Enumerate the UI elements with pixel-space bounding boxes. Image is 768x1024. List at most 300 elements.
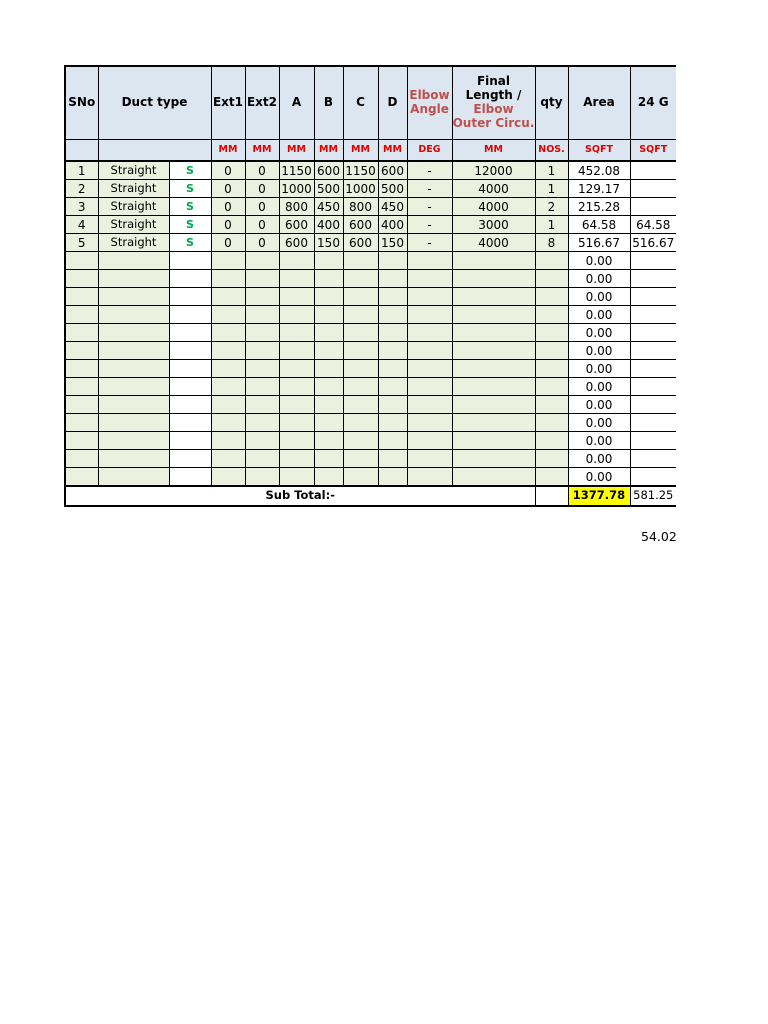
subtotal-row: [65, 486, 676, 506]
cell-type-code[interactable]: [169, 306, 211, 324]
cell-ext2[interactable]: 0: [245, 198, 279, 216]
table-row: [65, 234, 676, 252]
cell-a[interactable]: [279, 360, 314, 378]
cell-type-code[interactable]: [169, 270, 211, 288]
cell-ext2[interactable]: 0: [245, 180, 279, 198]
cell-area[interactable]: 0.00: [568, 432, 630, 450]
cell-sno[interactable]: 2: [65, 180, 98, 198]
cell-qty[interactable]: [535, 360, 568, 378]
cell-b[interactable]: [314, 396, 343, 414]
cell-ext1[interactable]: [211, 288, 245, 306]
cell-final-length[interactable]: [452, 450, 535, 468]
cell-sno[interactable]: [65, 378, 98, 396]
cell-gauge[interactable]: [630, 468, 676, 487]
cell-d[interactable]: [378, 342, 407, 360]
cell-gauge[interactable]: [630, 270, 676, 288]
cell-d[interactable]: [378, 450, 407, 468]
cell-ext1[interactable]: 0: [211, 180, 245, 198]
cell-elbow-angle[interactable]: -: [407, 198, 452, 216]
cell-area[interactable]: 0.00: [568, 396, 630, 414]
header-final-length: [452, 66, 535, 140]
cell-type-code[interactable]: [169, 288, 211, 306]
table-row: [65, 342, 676, 360]
cell-ext1[interactable]: 0: [211, 216, 245, 234]
cell-area[interactable]: 0.00: [568, 450, 630, 468]
cell-elbow-angle[interactable]: [407, 432, 452, 450]
cell-sno[interactable]: [65, 288, 98, 306]
cell-elbow-angle[interactable]: [407, 324, 452, 342]
header-area: Area: [568, 66, 630, 140]
cell-b[interactable]: [314, 414, 343, 432]
cell-type-code[interactable]: [169, 414, 211, 432]
cell-d[interactable]: [378, 252, 407, 270]
cell-ext1[interactable]: [211, 324, 245, 342]
cell-final-length[interactable]: [452, 306, 535, 324]
cell-a[interactable]: [279, 414, 314, 432]
cell-gauge[interactable]: [630, 198, 676, 216]
header-row: [65, 66, 676, 140]
cell-d[interactable]: [378, 270, 407, 288]
cell-c[interactable]: [343, 468, 378, 487]
header-ext2: Ext2: [245, 66, 279, 140]
cell-final-length[interactable]: 4000: [452, 234, 535, 252]
cell-a[interactable]: 1000: [279, 180, 314, 198]
cell-b[interactable]: 400: [314, 216, 343, 234]
cell-type-code[interactable]: S: [169, 198, 211, 216]
cell-sno[interactable]: 1: [65, 161, 98, 180]
cell-b[interactable]: [314, 468, 343, 487]
cell-c[interactable]: [343, 270, 378, 288]
header-b: B: [314, 66, 343, 140]
cell-qty[interactable]: 8: [535, 234, 568, 252]
units-row: [65, 140, 676, 162]
unit-sno: [65, 140, 98, 162]
cell-ext2[interactable]: [245, 396, 279, 414]
cell-type-code[interactable]: S: [169, 180, 211, 198]
cell-b[interactable]: [314, 324, 343, 342]
cell-gauge[interactable]: [630, 378, 676, 396]
table-row: [65, 396, 676, 414]
unit-a: MM: [279, 140, 314, 162]
table-row: [65, 198, 676, 216]
cell-a[interactable]: [279, 396, 314, 414]
cell-area[interactable]: 0.00: [568, 324, 630, 342]
cell-final-length[interactable]: [452, 432, 535, 450]
cell-final-length[interactable]: 4000: [452, 180, 535, 198]
cell-ext1[interactable]: 0: [211, 161, 245, 180]
cell-elbow-angle[interactable]: [407, 396, 452, 414]
cell-a[interactable]: [279, 270, 314, 288]
cell-area[interactable]: 64.58: [568, 216, 630, 234]
cell-sno[interactable]: 5: [65, 234, 98, 252]
cell-type-code[interactable]: [169, 432, 211, 450]
cell-b[interactable]: [314, 252, 343, 270]
cell-c[interactable]: [343, 432, 378, 450]
cell-c[interactable]: [343, 306, 378, 324]
cell-final-length[interactable]: [452, 468, 535, 487]
footer-value: 54.02: [641, 529, 677, 544]
cell-ext2[interactable]: [245, 468, 279, 487]
cell-qty[interactable]: 1: [535, 180, 568, 198]
cell-elbow-angle[interactable]: [407, 342, 452, 360]
cell-ext1[interactable]: [211, 342, 245, 360]
cell-qty[interactable]: 1: [535, 161, 568, 180]
cell-ext1[interactable]: 0: [211, 234, 245, 252]
cell-duct-type[interactable]: [98, 378, 169, 396]
cell-ext2[interactable]: [245, 360, 279, 378]
cell-final-length[interactable]: 12000: [452, 161, 535, 180]
cell-a[interactable]: [279, 306, 314, 324]
cell-d[interactable]: [378, 378, 407, 396]
cell-type-code[interactable]: S: [169, 234, 211, 252]
unit-b: MM: [314, 140, 343, 162]
cell-b[interactable]: [314, 450, 343, 468]
table-row: [65, 378, 676, 396]
cell-ext2[interactable]: [245, 324, 279, 342]
cell-ext1[interactable]: 0: [211, 198, 245, 216]
cell-area[interactable]: 0.00: [568, 414, 630, 432]
cell-qty[interactable]: [535, 396, 568, 414]
cell-ext2[interactable]: [245, 432, 279, 450]
cell-a[interactable]: 600: [279, 234, 314, 252]
cell-gauge[interactable]: [630, 306, 676, 324]
cell-qty[interactable]: 1: [535, 216, 568, 234]
cell-a[interactable]: 800: [279, 198, 314, 216]
cell-b[interactable]: [314, 378, 343, 396]
cell-a[interactable]: [279, 324, 314, 342]
cell-type-code[interactable]: [169, 450, 211, 468]
cell-ext1[interactable]: [211, 270, 245, 288]
cell-b[interactable]: [314, 360, 343, 378]
cell-type-code[interactable]: [169, 468, 211, 487]
unit-gauge: SQFT: [630, 140, 676, 162]
cell-elbow-angle[interactable]: [407, 360, 452, 378]
cell-qty[interactable]: 2: [535, 198, 568, 216]
cell-area[interactable]: 215.28: [568, 198, 630, 216]
cell-ext1[interactable]: [211, 432, 245, 450]
cell-final-length[interactable]: 4000: [452, 198, 535, 216]
cell-area[interactable]: 0.00: [568, 378, 630, 396]
cell-ext2[interactable]: [245, 288, 279, 306]
cell-duct-type[interactable]: [98, 360, 169, 378]
cell-b[interactable]: 600: [314, 161, 343, 180]
cell-elbow-angle[interactable]: -: [407, 161, 452, 180]
cell-a[interactable]: 600: [279, 216, 314, 234]
cell-a[interactable]: [279, 468, 314, 487]
cell-duct-type[interactable]: Straight: [98, 198, 169, 216]
cell-qty[interactable]: [535, 450, 568, 468]
table-row: [65, 252, 676, 270]
cell-c[interactable]: 800: [343, 198, 378, 216]
cell-duct-type[interactable]: Straight: [98, 180, 169, 198]
table-row: [65, 288, 676, 306]
cell-c[interactable]: 600: [343, 216, 378, 234]
header-qty: qty: [535, 66, 568, 140]
unit-duct-type: [98, 140, 211, 162]
cell-d[interactable]: [378, 324, 407, 342]
cell-duct-type[interactable]: [98, 306, 169, 324]
table-row: [65, 360, 676, 378]
header-d: D: [378, 66, 407, 140]
cell-c[interactable]: [343, 450, 378, 468]
cell-elbow-angle[interactable]: [407, 252, 452, 270]
cell-c[interactable]: [343, 378, 378, 396]
cell-c[interactable]: [343, 360, 378, 378]
cell-sno[interactable]: [65, 324, 98, 342]
cell-d[interactable]: [378, 432, 407, 450]
table-row: [65, 324, 676, 342]
cell-area[interactable]: 0.00: [568, 270, 630, 288]
cell-duct-type[interactable]: [98, 414, 169, 432]
cell-duct-type[interactable]: Straight: [98, 216, 169, 234]
cell-qty[interactable]: [535, 378, 568, 396]
unit-ext1: MM: [211, 140, 245, 162]
header-final-length-line2: Elbow Outer Circu.: [452, 102, 535, 130]
cell-gauge[interactable]: [630, 414, 676, 432]
cell-ext1[interactable]: [211, 252, 245, 270]
cell-qty[interactable]: [535, 288, 568, 306]
cell-gauge[interactable]: [630, 396, 676, 414]
header-sno: SNo: [65, 66, 98, 140]
cell-c[interactable]: 1150: [343, 161, 378, 180]
cell-gauge[interactable]: [630, 432, 676, 450]
cell-final-length[interactable]: [452, 324, 535, 342]
cell-duct-type[interactable]: [98, 468, 169, 487]
header-elbow-angle: Elbow Angle: [407, 66, 452, 140]
cell-type-code[interactable]: [169, 396, 211, 414]
cell-duct-type[interactable]: [98, 342, 169, 360]
cell-type-code[interactable]: [169, 378, 211, 396]
subtotal-area: 1377.78: [568, 486, 630, 506]
cell-qty[interactable]: [535, 306, 568, 324]
cell-area[interactable]: 0.00: [568, 468, 630, 487]
cell-type-code[interactable]: S: [169, 216, 211, 234]
table-row: [65, 306, 676, 324]
subtotal-label: Sub Total:-: [65, 486, 535, 506]
cell-b[interactable]: 500: [314, 180, 343, 198]
cell-area[interactable]: 516.67: [568, 234, 630, 252]
cell-d[interactable]: [378, 288, 407, 306]
cell-elbow-angle[interactable]: [407, 270, 452, 288]
cell-d[interactable]: 400: [378, 216, 407, 234]
cell-qty[interactable]: [535, 342, 568, 360]
cell-d[interactable]: 450: [378, 198, 407, 216]
cell-type-code[interactable]: [169, 342, 211, 360]
cell-final-length[interactable]: 3000: [452, 216, 535, 234]
cell-type-code[interactable]: [169, 324, 211, 342]
cell-elbow-angle[interactable]: [407, 306, 452, 324]
cell-a[interactable]: [279, 450, 314, 468]
cell-a[interactable]: [279, 342, 314, 360]
cell-sno[interactable]: [65, 342, 98, 360]
table-row: [65, 180, 676, 198]
header-gauge: 24 G: [630, 66, 676, 140]
cell-gauge[interactable]: [630, 324, 676, 342]
cell-b[interactable]: [314, 342, 343, 360]
cell-ext2[interactable]: [245, 252, 279, 270]
cell-c[interactable]: [343, 414, 378, 432]
unit-c: MM: [343, 140, 378, 162]
cell-ext1[interactable]: [211, 396, 245, 414]
unit-d: MM: [378, 140, 407, 162]
cell-sno[interactable]: [65, 270, 98, 288]
cell-area[interactable]: 0.00: [568, 306, 630, 324]
header-ext1: Ext1: [211, 66, 245, 140]
cell-b[interactable]: [314, 306, 343, 324]
cell-area[interactable]: 0.00: [568, 288, 630, 306]
cell-b[interactable]: 450: [314, 198, 343, 216]
cell-qty[interactable]: [535, 432, 568, 450]
cell-d[interactable]: 500: [378, 180, 407, 198]
cell-area[interactable]: 0.00: [568, 252, 630, 270]
cell-final-length[interactable]: [452, 288, 535, 306]
cell-duct-type[interactable]: [98, 270, 169, 288]
cell-c[interactable]: [343, 342, 378, 360]
cell-d[interactable]: [378, 360, 407, 378]
cell-ext1[interactable]: [211, 306, 245, 324]
cell-sno[interactable]: [65, 360, 98, 378]
cell-c[interactable]: 600: [343, 234, 378, 252]
subtotal-gauge: 581.25: [630, 486, 676, 506]
cell-b[interactable]: [314, 288, 343, 306]
cell-ext2[interactable]: [245, 414, 279, 432]
cell-qty[interactable]: [535, 270, 568, 288]
cell-area[interactable]: 0.00: [568, 342, 630, 360]
table-row: [65, 270, 676, 288]
cell-d[interactable]: 150: [378, 234, 407, 252]
header-a: A: [279, 66, 314, 140]
cell-sno[interactable]: [65, 432, 98, 450]
cell-elbow-angle[interactable]: [407, 288, 452, 306]
cell-d[interactable]: [378, 468, 407, 487]
cell-duct-type[interactable]: [98, 432, 169, 450]
cell-ext2[interactable]: [245, 270, 279, 288]
cell-c[interactable]: [343, 288, 378, 306]
cell-duct-type[interactable]: [98, 396, 169, 414]
cell-ext1[interactable]: [211, 414, 245, 432]
cell-ext2[interactable]: [245, 378, 279, 396]
cell-qty[interactable]: [535, 324, 568, 342]
cell-a[interactable]: [279, 432, 314, 450]
cell-ext2[interactable]: 0: [245, 234, 279, 252]
cell-c[interactable]: [343, 396, 378, 414]
cell-d[interactable]: [378, 396, 407, 414]
cell-elbow-angle[interactable]: [407, 450, 452, 468]
cell-elbow-angle[interactable]: [407, 468, 452, 487]
cell-gauge[interactable]: [630, 360, 676, 378]
cell-d[interactable]: [378, 306, 407, 324]
cell-gauge[interactable]: 516.67: [630, 234, 676, 252]
cell-ext2[interactable]: [245, 306, 279, 324]
cell-sno[interactable]: 4: [65, 216, 98, 234]
cell-sno[interactable]: [65, 450, 98, 468]
cell-elbow-angle[interactable]: -: [407, 216, 452, 234]
cell-type-code[interactable]: [169, 360, 211, 378]
cell-ext1[interactable]: [211, 468, 245, 487]
cell-area[interactable]: 0.00: [568, 360, 630, 378]
cell-final-length[interactable]: [452, 342, 535, 360]
cell-type-code[interactable]: S: [169, 161, 211, 180]
cell-qty[interactable]: [535, 252, 568, 270]
cell-elbow-angle[interactable]: [407, 378, 452, 396]
cell-qty[interactable]: [535, 414, 568, 432]
cell-type-code[interactable]: [169, 252, 211, 270]
table-row: [65, 468, 676, 487]
cell-elbow-angle[interactable]: -: [407, 180, 452, 198]
cell-ext2[interactable]: [245, 342, 279, 360]
cell-b[interactable]: [314, 432, 343, 450]
cell-gauge[interactable]: 64.58: [630, 216, 676, 234]
cell-ext2[interactable]: 0: [245, 161, 279, 180]
cell-gauge[interactable]: [630, 450, 676, 468]
cell-gauge[interactable]: [630, 252, 676, 270]
cell-d[interactable]: 600: [378, 161, 407, 180]
cell-c[interactable]: 1000: [343, 180, 378, 198]
cell-final-length[interactable]: [452, 378, 535, 396]
cell-qty[interactable]: [535, 468, 568, 487]
cell-sno[interactable]: [65, 414, 98, 432]
cell-duct-type[interactable]: [98, 324, 169, 342]
cell-ext1[interactable]: [211, 450, 245, 468]
cell-gauge[interactable]: [630, 161, 676, 180]
cell-final-length[interactable]: [452, 396, 535, 414]
cell-b[interactable]: [314, 270, 343, 288]
table-row: [65, 216, 676, 234]
unit-elbow-angle: DEG: [407, 140, 452, 162]
cell-elbow-angle[interactable]: [407, 414, 452, 432]
cell-c[interactable]: [343, 324, 378, 342]
cell-final-length[interactable]: [452, 414, 535, 432]
cell-b[interactable]: 150: [314, 234, 343, 252]
cell-sno[interactable]: [65, 468, 98, 487]
cell-final-length[interactable]: [452, 270, 535, 288]
cell-duct-type[interactable]: [98, 252, 169, 270]
cell-duct-type[interactable]: [98, 450, 169, 468]
cell-area[interactable]: 452.08: [568, 161, 630, 180]
cell-ext1[interactable]: [211, 360, 245, 378]
cell-elbow-angle[interactable]: -: [407, 234, 452, 252]
subtotal-qty: [535, 486, 568, 506]
cell-a[interactable]: [279, 288, 314, 306]
table-row: [65, 414, 676, 432]
cell-d[interactable]: [378, 414, 407, 432]
cell-sno[interactable]: [65, 306, 98, 324]
cell-sno[interactable]: [65, 396, 98, 414]
header-duct-type: Duct type: [98, 66, 211, 140]
cell-c[interactable]: [343, 252, 378, 270]
cell-a[interactable]: [279, 252, 314, 270]
cell-ext1[interactable]: [211, 378, 245, 396]
unit-final-length: MM: [452, 140, 535, 162]
cell-sno[interactable]: [65, 252, 98, 270]
cell-area[interactable]: 129.17: [568, 180, 630, 198]
cell-gauge[interactable]: [630, 288, 676, 306]
cell-ext2[interactable]: [245, 450, 279, 468]
cell-duct-type[interactable]: Straight: [98, 161, 169, 180]
table-row: [65, 450, 676, 468]
cell-sno[interactable]: 3: [65, 198, 98, 216]
cell-a[interactable]: 1150: [279, 161, 314, 180]
cell-a[interactable]: [279, 378, 314, 396]
cell-final-length[interactable]: [452, 360, 535, 378]
cell-ext2[interactable]: 0: [245, 216, 279, 234]
cell-duct-type[interactable]: [98, 288, 169, 306]
cell-gauge[interactable]: [630, 180, 676, 198]
cell-final-length[interactable]: [452, 252, 535, 270]
cell-duct-type[interactable]: Straight: [98, 234, 169, 252]
cell-gauge[interactable]: [630, 342, 676, 360]
duct-schedule-table: [64, 65, 676, 507]
